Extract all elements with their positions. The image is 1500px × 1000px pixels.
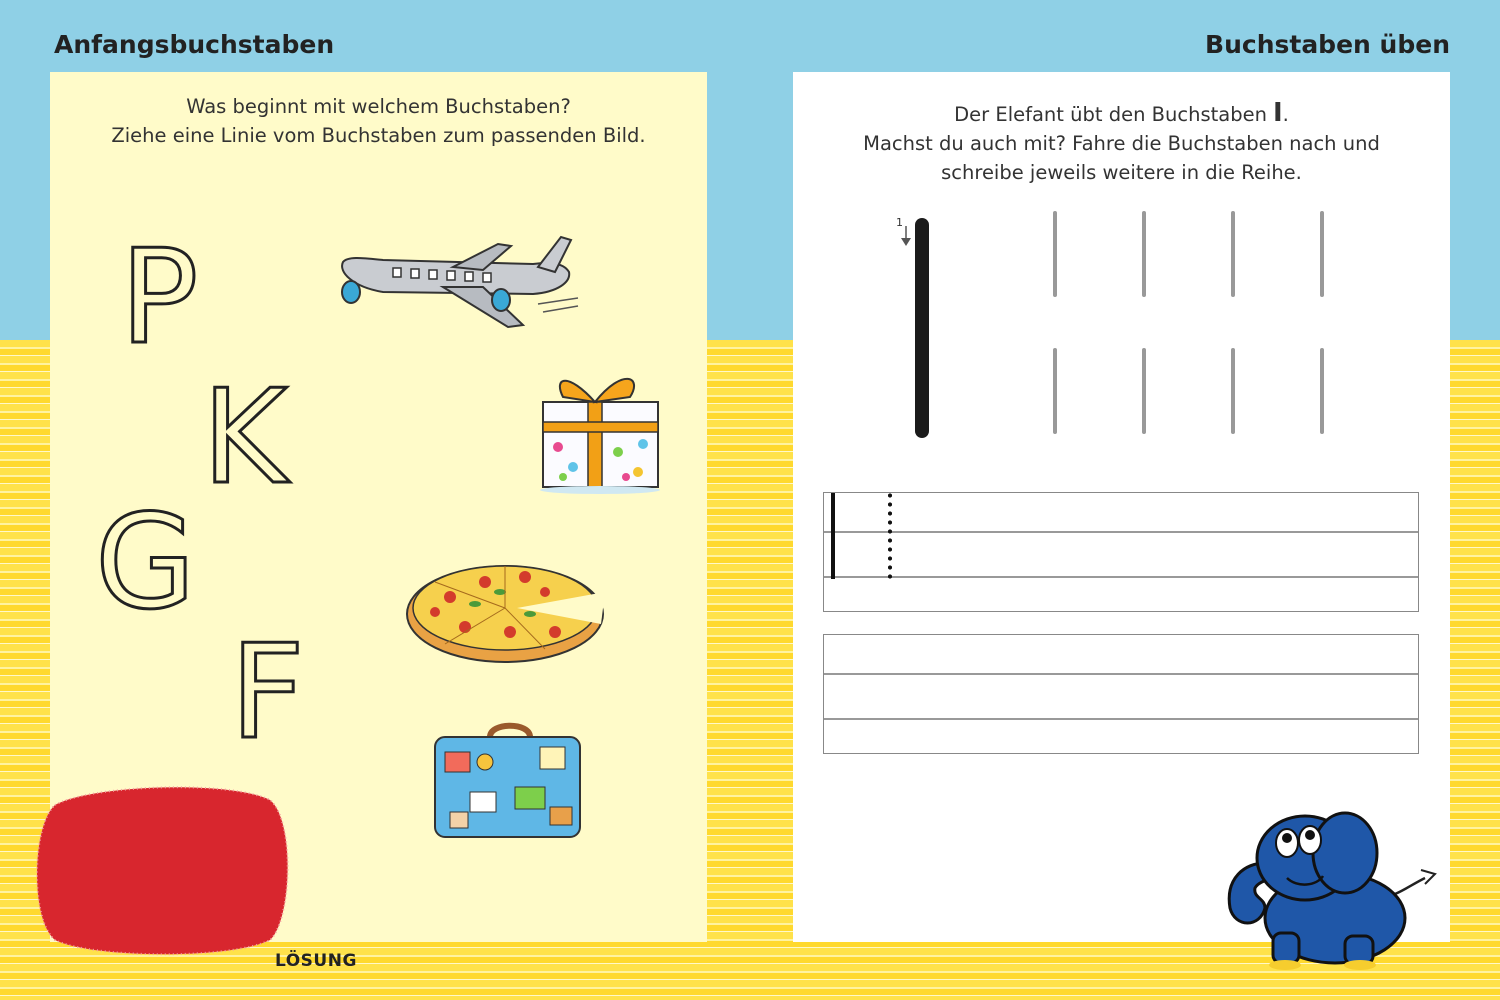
solution-label: LÖSUNG: [275, 951, 357, 971]
stroke-order-number: 1: [896, 216, 903, 229]
writing-lines[interactable]: [823, 634, 1419, 754]
right-instructions: [793, 99, 1450, 187]
letter-g[interactable]: G: [95, 486, 196, 638]
pizza-picture[interactable]: [405, 552, 610, 672]
instruction-line: Machst du auch mit? Fahre die Buchstaben nach und: [863, 132, 1380, 155]
letter-f[interactable]: F: [230, 616, 305, 768]
guide-line: [824, 718, 1418, 720]
letter-k[interactable]: K: [202, 361, 288, 513]
trace-letter-guide[interactable]: [1142, 211, 1146, 297]
guide-line: [824, 531, 1418, 533]
trace-letter-guide[interactable]: [1320, 211, 1324, 297]
letter-p[interactable]: P: [120, 221, 199, 373]
writing-lines[interactable]: [823, 492, 1419, 612]
instruction-period: .: [1282, 103, 1289, 126]
trace-letter-guide[interactable]: [1320, 348, 1324, 434]
left-page-heading: Anfangsbuchstaben: [54, 30, 335, 59]
trace-letter-guide[interactable]: [1231, 348, 1235, 434]
dotted-letter-guide: [888, 491, 892, 579]
trace-letter-guide[interactable]: [1053, 348, 1057, 434]
trace-letter-guide[interactable]: [1142, 348, 1146, 434]
example-letter-stroke: [831, 493, 835, 579]
right-page-heading: Buchstaben üben: [1205, 30, 1450, 59]
demo-letter-stroke: [915, 218, 929, 438]
guide-line: [824, 576, 1418, 578]
gift-picture[interactable]: [538, 362, 668, 497]
airplane-picture[interactable]: [333, 232, 583, 332]
instruction-line: Was beginnt mit welchem Buchstaben?: [186, 95, 571, 118]
instruction-line: schreibe jeweils weitere in die Reihe.: [941, 161, 1302, 184]
suitcase-picture[interactable]: [430, 722, 585, 842]
elephant-mascot: [1225, 808, 1440, 970]
solution-sticker: [30, 780, 295, 960]
demo-letter: I: [1272, 98, 1283, 128]
left-instructions: [50, 92, 707, 150]
instruction-line: [793, 99, 1450, 129]
arrow-down-icon: [899, 226, 913, 248]
guide-line: [824, 673, 1418, 675]
trace-letter-guide[interactable]: [1053, 211, 1057, 297]
trace-letter-guide[interactable]: [1231, 211, 1235, 297]
instruction-line: Ziehe eine Linie vom Buchstaben zum passenden Bild.: [111, 124, 646, 147]
instruction-text: Der Elefant übt den Buchstaben: [954, 103, 1267, 126]
